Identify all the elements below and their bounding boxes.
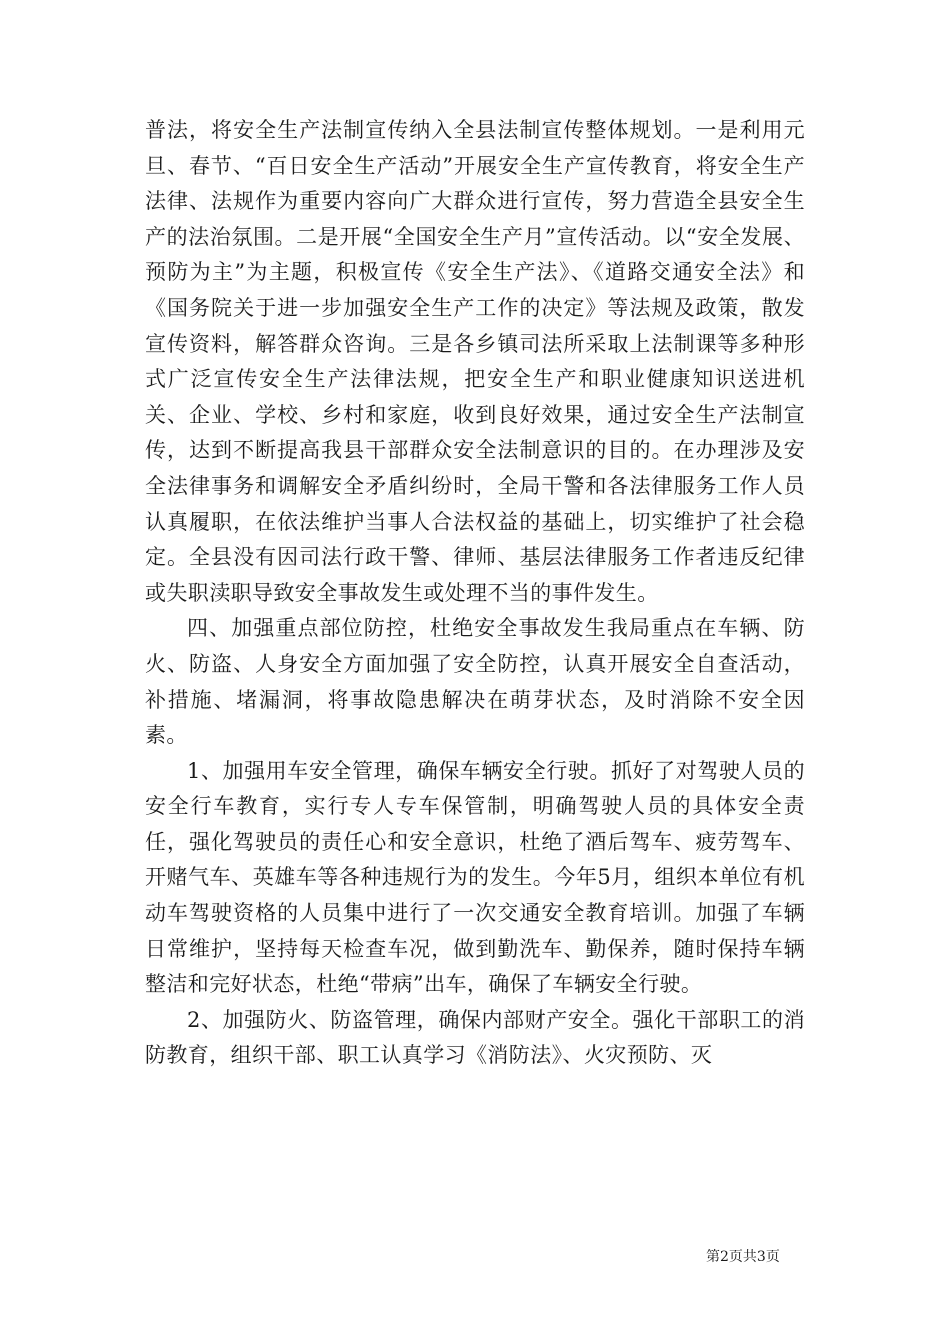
document-body <box>145 113 805 1074</box>
paragraph-key-area-control: 四、加强重点部位防控，杜绝安全事故发生我局重点在车辆、防火、防盗、人身安全方面加强了安全防控，认真开展安全自查活动，补措施、堵漏洞，将事故隐患解决在萌芽状态，及时消除不安全因素。 <box>145 616 805 748</box>
paragraph-vehicle-safety: 1、加强用车安全管理，确保车辆安全行驶。抓好了对驾驶人员的安全行车教育，实行专人专车保管制，明确驾驶人员的具体安全责任，强化驾驶员的责任心和安全意识，杜绝了酒后驾车、疲劳驾车、开赌气车、英雄车等各种违规行为的发生。今年5月，组织本单位有机动车驾驶资格的人员集中进行了一次交通安全教育培训。加强了车辆日常维护，坚持每天检查车况，做到勤洗车、勤保养，随时保持车辆整洁和完好状态，杜绝“带病”出车，确保了车辆安全行驶。 <box>145 758 805 997</box>
paragraph-law-publicity: 普法，将安全生产法制宣传纳入全县法制宣传整体规划。一是利用元旦、春节、“百日安全生产活动”开展安全生产宣传教育，将安全生产法律、法规作为重要内容向广大群众进行宣传，努力营造全县安全生产的法治氛围。二是开展“全国安全生产月”宣传活动。以“安全发展、预防为主”为主题，积极宣传《安全生产法》、《道路交通安全法》和《国务院关于进一步加强安全生产工作的决定》等法规及政策，散发宣传资料，解答群众咨询。三是各乡镇司法所采取上法制课等多种形式广泛宣传安全生产法律法规，把安全生产和职业健康知识送进机关、企业、学校、乡村和家庭，收到良好效果，通过安全生产法制宣传，达到不断提高我县干部群众安全法制意识的目的。在办理涉及安全法律事务和调解安全矛盾纠纷时，全局干警和各法律服务工作人员认真履职，在依法维护当事人合法权益的基础上，切实维护了社会稳定。全县没有因司法行政干警、律师、基层法律服务工作者违反纪律或失职渎职导致安全事故发生或处理不当的事件发生。 <box>145 118 805 605</box>
paragraph-fire-theft-prevention: 2、加强防火、防盗管理，确保内部财产安全。强化干部职工的消防教育，组织干部、职工认真学习《消防法》、火灾预防、灭 <box>145 1007 805 1068</box>
page-number-label: 第2页共3页 <box>706 1249 780 1265</box>
page-number-footer <box>706 1248 780 1266</box>
